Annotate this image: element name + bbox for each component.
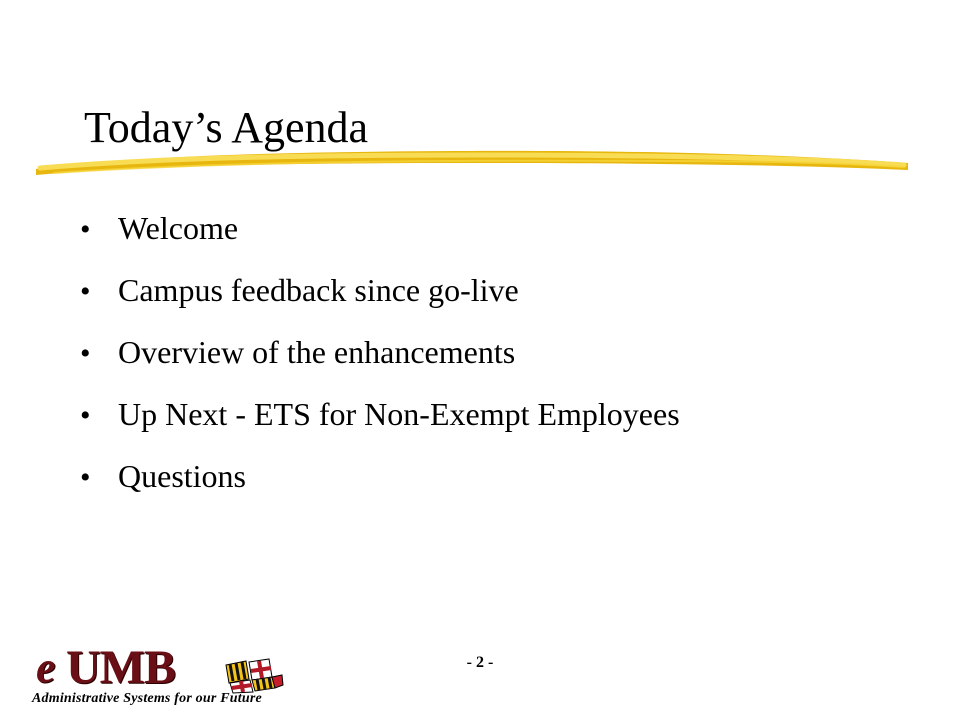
agenda-item-questions xyxy=(80,445,680,507)
bullet-icon: • xyxy=(80,213,91,246)
agenda-item-label: Welcome xyxy=(118,210,239,246)
agenda-item-enhancements xyxy=(80,321,680,383)
agenda-item-label: Up Next - ETS for Non-Exempt Employees xyxy=(118,396,680,432)
agenda-item-up-next xyxy=(80,383,680,445)
maryland-flag-icon xyxy=(224,658,284,694)
bullet-icon: • xyxy=(80,461,91,494)
bullet-icon: • xyxy=(80,337,91,370)
page-number: - 2 - xyxy=(466,654,494,671)
logo-wordmark: UMB xyxy=(66,641,175,694)
logo-tagline: Administrative Systems for our Future xyxy=(32,691,262,706)
bullet-icon: • xyxy=(80,399,91,432)
agenda-item-label: Campus feedback since go-live xyxy=(118,272,519,308)
title-underline-swoosh xyxy=(36,145,908,185)
logo-e-letter: e xyxy=(36,643,56,692)
eumb-logo xyxy=(28,643,292,709)
slide-title: Today’s Agenda xyxy=(84,103,369,152)
agenda-item-campus-feedback xyxy=(80,259,680,321)
bullet-icon: • xyxy=(80,275,91,308)
agenda-item-label: Questions xyxy=(118,458,246,494)
agenda-list xyxy=(80,197,680,507)
agenda-item-label: Overview of the enhancements xyxy=(118,334,516,370)
agenda-item-welcome xyxy=(80,197,680,259)
